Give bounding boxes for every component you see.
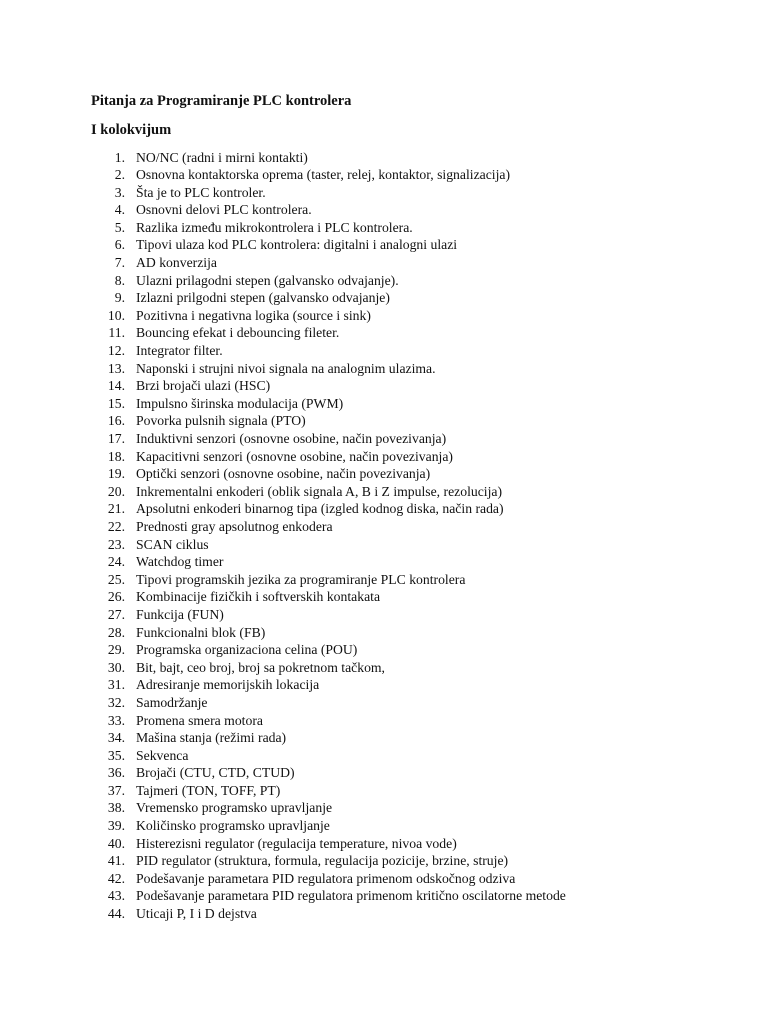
list-item [0,588,768,606]
list-item-text: PID regulator (struktura, formula, regulacija pozicije, brzine, struje) [136,853,509,869]
list-item-number: 17. [107,431,125,446]
list-item-text: Vremensko programsko upravljanje [136,800,333,816]
list-item-number: 44. [107,906,125,922]
list-item [0,324,768,342]
list-item [0,852,768,870]
list-item-text: Tipovi ulaza kod PLC kontrolera: digitalni i analogni ulazi [136,237,458,253]
list-item-number: 11. [108,325,125,341]
list-item-number: 29. [107,642,125,658]
list-item-number: 15. [107,395,125,411]
list-item-text: Funkcionalni blok (FB) [136,624,266,640]
list-item-text: Mašina stanja (režimi rada) [136,730,287,746]
list-item-number: 27. [107,606,125,622]
list-item [0,624,768,642]
list-item-number: 34. [107,730,125,746]
list-item-text: Impulsno širinska modulacija (PWM) [136,395,344,411]
list-item [0,289,768,307]
list-item-text: NO/NC (radni i mirni kontakti) [136,149,308,165]
list-item-text: Programska organizaciona celina (POU) [136,642,358,658]
list-item-text: Funkcija (FUN) [136,606,224,622]
list-item-number: 21. [107,501,125,517]
list-item-text: Uticaji P, I i D dejstva [136,906,257,922]
list-item-number: 13. [107,360,125,376]
list-item [0,712,768,730]
list-item [0,219,768,237]
list-item [0,149,768,167]
list-item-number: 30. [107,659,125,675]
list-item [0,835,768,853]
list-item-text: Inkrementalni enkoderi (oblik signala A, B i Z impulse, rezolucija) [136,483,503,499]
list-item-text: Samodržanje [136,694,208,710]
list-item-number: 19. [107,466,125,482]
list-item-number: 24. [107,554,125,570]
list-item-number: 10. [107,307,125,323]
list-item-number: 22. [107,518,125,534]
list-item [0,870,768,888]
list-item-number: 40. [107,835,125,851]
list-item [0,412,768,430]
list-item-number: 8. [114,272,125,288]
list-item-number: 12. [107,343,125,359]
list-item [0,641,768,659]
list-item-number: 43. [107,888,125,904]
list-item-text: Apsolutni enkoderi binarnog tipa (izgled kodnog diska, način rada) [136,501,504,517]
list-item-text: Optički senzori (osnovne osobine, način povezivanja) [136,466,431,482]
list-item-text: Podešavanje parametara PID regulatora primenom kritično oscilatorne metode [136,888,566,904]
list-item-text: Promena smera motora [136,712,263,728]
list-item-text: Tipovi programskih jezika za programiranje PLC kontrolera [136,571,466,587]
list-item-text: Povorka pulsnih signala (PTO) [136,413,306,429]
list-item-number: 41. [107,853,125,869]
list-item [0,448,768,466]
list-item-text: Brzi brojači ulazi (HSC) [136,378,271,394]
list-item [0,799,768,817]
list-item-text: Kapacitivni senzori (osnovne osobine, način povezivanja) [136,448,453,464]
list-item [0,184,768,202]
list-item-text: Naponski i strujni nivoi signala na analognim ulazima. [136,360,436,376]
list-item-text: Tajmeri (TON, TOFF, PT) [136,782,281,798]
list-item-text: Osnovni delovi PLC kontrolera. [136,202,312,218]
list-item-number: 39. [107,818,125,834]
list-item-text: Razlika između mikrokontrolera i PLC kontrolera. [136,219,413,235]
list-item [0,254,768,272]
list-item [0,307,768,325]
list-item-number: 20. [107,483,125,499]
list-item [0,395,768,413]
list-item-text: Watchdog timer [136,554,224,570]
list-item [0,729,768,747]
list-item [0,659,768,677]
list-item [0,764,768,782]
list-item [0,483,768,501]
list-item [0,887,768,905]
list-item-number: 1. [114,149,125,165]
list-item [0,694,768,712]
list-item [0,905,768,923]
list-item-text: Bouncing efekat i debouncing fileter. [136,325,340,341]
list-item-number: 2. [114,167,125,183]
list-item-number: 7. [114,255,125,271]
list-item [0,201,768,219]
list-item [0,500,768,518]
list-item [0,360,768,378]
list-item-number: 3. [114,184,125,200]
list-item-text: Izlazni prilgodni stepen (galvansko odvajanje) [136,290,390,306]
list-item [0,518,768,536]
list-item-text: Bit, bajt, ceo broj, broj sa pokretnom tačkom, [136,659,385,675]
list-item-number: 4. [114,202,125,218]
list-item [0,377,768,395]
list-item-number: 23. [107,536,125,552]
list-item-number: 31. [107,677,125,693]
list-item [0,342,768,360]
list-item-text: Histerezisni regulator (regulacija temperature, nivoa vode) [136,835,457,851]
list-item-number: 38. [107,800,125,816]
list-item-number: 28. [107,624,125,640]
list-item [0,272,768,290]
list-item-number: 9. [114,290,125,306]
list-item [0,536,768,554]
list-item-number: 18. [107,448,125,464]
question-list [0,149,768,923]
list-item-text: Induktivni senzori (osnovne osobine, način povezivanja) [136,431,447,446]
list-item-number: 32. [107,694,125,710]
list-item-number: 36. [107,765,125,781]
list-item-number: 37. [107,782,125,798]
list-item [0,817,768,835]
list-item-number: 6. [114,237,125,253]
list-item [0,236,768,254]
list-item-text: Pozitivna i negativna logika (source i sink) [136,307,371,323]
list-item [0,430,768,448]
list-item-number: 26. [107,589,125,605]
list-item [0,571,768,589]
list-item-text: Sekvenca [136,747,189,763]
list-item [0,166,768,184]
list-item-text: Kombinacije fizičkih i softverskih kontakata [136,589,381,605]
list-item-number: 33. [107,712,125,728]
list-item-text: Osnovna kontaktorska oprema (taster, relej, kontaktor, signalizacija) [136,167,511,183]
page-title: Pitanja za Programiranje PLC kontrolera [91,93,352,109]
list-item-text: SCAN ciklus [136,536,209,552]
list-item [0,747,768,765]
list-item-text: Šta je to PLC kontroler. [136,184,266,200]
section-heading: I kolokvijum [91,122,172,138]
list-item [0,465,768,483]
list-item-number: 25. [107,571,125,587]
list-item-text: Prednosti gray apsolutnog enkodera [136,518,333,534]
list-item-text: Brojači (CTU, CTD, CTUD) [136,765,295,781]
list-item [0,553,768,571]
list-item [0,676,768,694]
list-item-text: Adresiranje memorijskih lokacija [136,677,320,693]
list-item-text: Podešavanje parametara PID regulatora primenom odskočnog odziva [136,870,516,886]
list-item-number: 42. [107,870,125,886]
list-item [0,782,768,800]
list-item-text: Integrator filter. [136,343,223,359]
list-item-number: 35. [107,747,125,763]
list-item [0,606,768,624]
list-item-number: 16. [107,413,125,429]
list-item-text: Količinsko programsko upravljanje [136,818,330,834]
list-item-text: AD konverzija [136,255,217,271]
list-item-number: 5. [114,219,125,235]
list-item-text: Ulazni prilagodni stepen (galvansko odvajanje). [136,272,399,288]
list-item-number: 14. [107,378,125,394]
